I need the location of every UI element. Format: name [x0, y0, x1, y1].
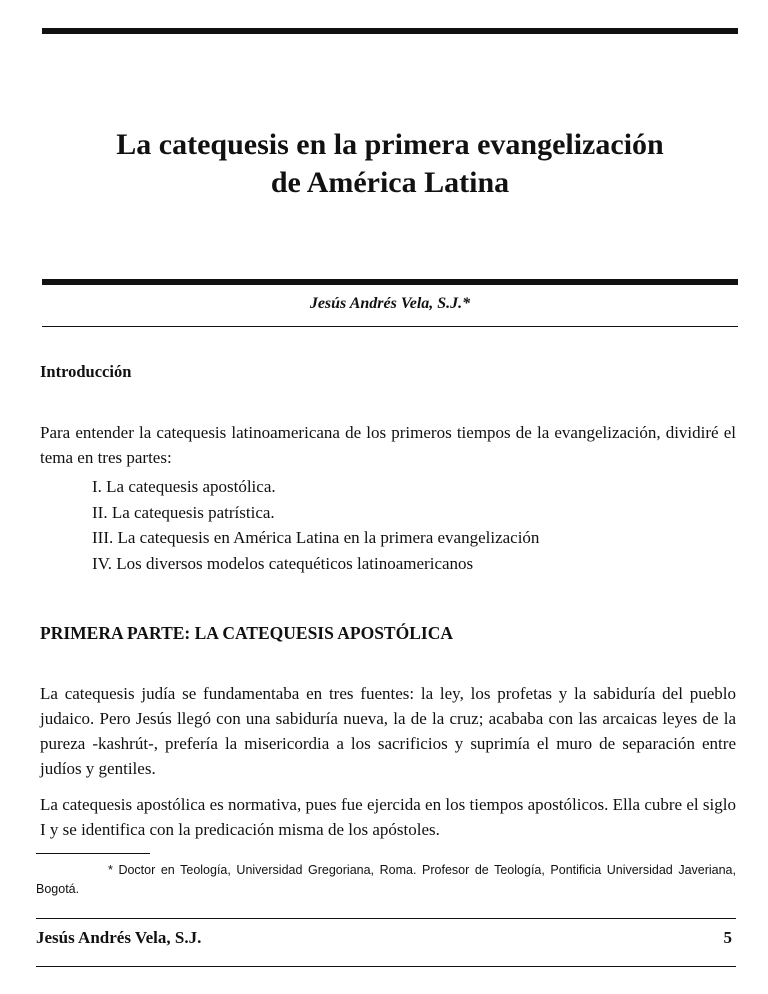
body-paragraph: La catequesis judía se fundamentaba en tres fuentes: la ley, los profetas y la sabiduría del pueblo judaico. Pero Jesús llegó con una sabiduría nueva, la de la cruz; acababa con las arcaicas leyes de la pureza -kashrút-, prefería la misericordia a los sacrificios y suprimía el muro de separación entre judíos y gentiles.: [40, 684, 736, 778]
first-part-heading: PRIMERA PARTE: LA CATEQUESIS APOSTÓLICA: [40, 623, 453, 643]
parts-list: [92, 474, 539, 576]
article-title: [42, 126, 738, 202]
top-rule: [42, 28, 738, 34]
introduction-paragraph: Para entender la catequesis latinoamericana de los primeros tiempos de la evangelización, dividiré el tema en tres partes:: [40, 423, 736, 467]
parts-list-item: III. La catequesis en América Latina en la primera evangelización: [92, 528, 540, 547]
introduction-heading: Introducción: [40, 362, 132, 381]
title-line-2: de América Latina: [270, 166, 510, 199]
footer-bottom-rule: [36, 966, 736, 967]
parts-list-item: IV. Los diversos modelos catequéticos latinoamericanos: [92, 553, 474, 573]
title-line-1: La catequesis en la primera evangelización: [116, 128, 664, 161]
page-number: 5: [723, 928, 732, 947]
parts-list-item: II. La catequesis patrística.: [92, 502, 275, 522]
title-bottom-rule: [42, 279, 738, 285]
footnote: * Doctor en Teología, Universidad Gregoriana, Roma. Profesor de Teología, Pontificia Universidad Javeriana, Bogotá.: [36, 863, 736, 896]
footer-top-rule: [36, 918, 736, 919]
footnote-rule: [36, 853, 150, 854]
parts-list-item: I. La catequesis apostólica.: [92, 477, 276, 496]
author-byline: Jesús Andrés Vela, S.J.*: [309, 295, 471, 312]
author-rule: [42, 326, 738, 327]
body-paragraph: La catequesis apostólica es normativa, pues fue ejercida en los tiempos apostólicos. Ella cubre el siglo I y se identifica con la predicación misma de los apóstoles.: [40, 795, 736, 839]
footer-author: Jesús Andrés Vela, S.J.: [36, 928, 202, 947]
